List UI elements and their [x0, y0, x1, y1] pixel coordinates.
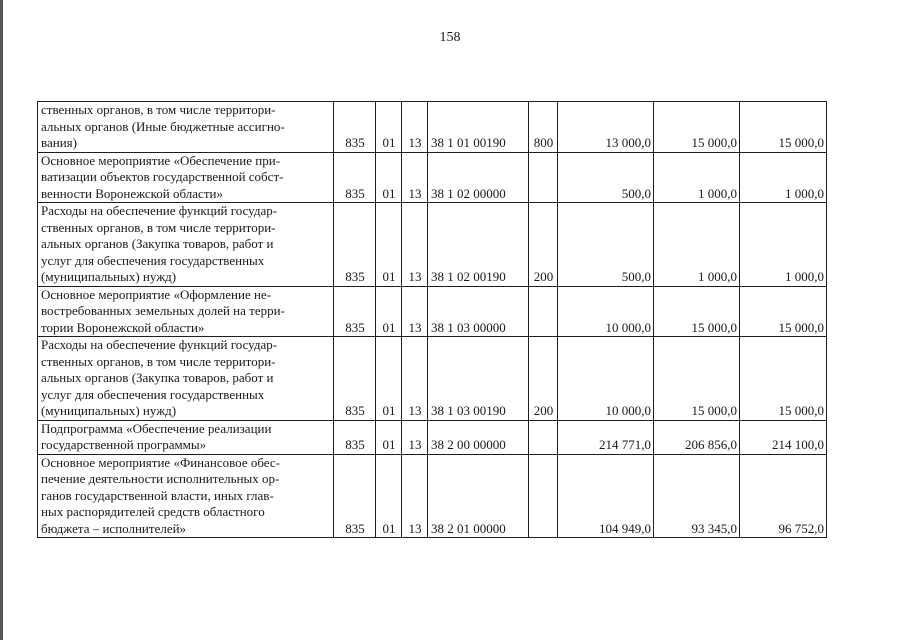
section-cell: 01 — [376, 152, 402, 203]
table-row — [38, 203, 827, 287]
expense-type-cell: 800 — [529, 102, 558, 153]
item-name-line: ственных органов, в том числе территори- — [41, 219, 276, 235]
item-name-line: (муниципальных) нужд) — [41, 269, 177, 284]
item-name-line: Основное мероприятие «Обеспечение при- — [41, 152, 281, 168]
ministry-code-cell: 835 — [334, 102, 376, 153]
ministry-code-cell: 835 — [334, 203, 376, 287]
ministry-code-cell: 835 — [334, 454, 376, 538]
item-name-line: Основное мероприятие «Финансовое обес- — [41, 454, 280, 470]
table-row — [38, 420, 827, 454]
subsection-cell: 13 — [402, 203, 428, 287]
item-name-line: вания) — [41, 135, 77, 150]
amount-year1-cell: 214 771,0 — [558, 420, 654, 454]
subsection-cell: 13 — [402, 337, 428, 421]
item-name-line: ватизации объектов государственной собст- — [41, 169, 284, 184]
amount-year3-cell: 15 000,0 — [740, 102, 827, 153]
amount-year1-cell: 500,0 — [558, 152, 654, 203]
item-name-line: услуг для обеспечения государственных — [41, 386, 265, 402]
item-name-line: ственных органов, в том числе территори- — [41, 102, 276, 117]
section-cell: 01 — [376, 337, 402, 421]
target-article-cell: 38 1 01 00190 — [428, 102, 529, 153]
target-article-cell: 38 1 02 00190 — [428, 203, 529, 287]
ministry-code-cell: 835 — [334, 286, 376, 337]
item-name-line: венности Воронежской области» — [41, 185, 223, 201]
subsection-cell: 13 — [402, 152, 428, 203]
expense-type-cell — [529, 420, 558, 454]
amount-year2-cell: 206 856,0 — [654, 420, 740, 454]
subsection-cell: 13 — [402, 454, 428, 538]
amount-year3-cell: 96 752,0 — [740, 454, 827, 538]
ministry-code-cell: 835 — [334, 152, 376, 203]
table-row — [38, 454, 827, 538]
item-name-cell — [38, 152, 334, 203]
section-cell: 01 — [376, 454, 402, 538]
amount-year2-cell: 1 000,0 — [654, 203, 740, 287]
subsection-cell: 13 — [402, 102, 428, 153]
amount-year3-cell: 1 000,0 — [740, 152, 827, 203]
expense-type-cell: 200 — [529, 203, 558, 287]
item-name-line: государственной программы» — [41, 437, 207, 452]
subsection-cell: 13 — [402, 420, 428, 454]
item-name-line: Расходы на обеспечение функций государ- — [41, 337, 278, 352]
budget-table-body — [38, 102, 827, 538]
item-name-line: Основное мероприятие «Оформление не- — [41, 286, 272, 302]
section-cell: 01 — [376, 286, 402, 337]
item-name-line: ганов государственной власти, иных глав- — [41, 487, 274, 503]
page-number: 158 — [439, 30, 461, 45]
expense-type-cell — [529, 454, 558, 538]
item-name-line: услуг для обеспечения государственных — [41, 252, 265, 268]
target-article-cell: 38 1 03 00190 — [428, 337, 529, 421]
item-name-line: ных распорядителей средств областного — [41, 504, 265, 519]
amount-year2-cell: 93 345,0 — [654, 454, 740, 538]
target-article-cell: 38 1 03 00000 — [428, 286, 529, 337]
section-cell: 01 — [376, 102, 402, 153]
ministry-code-cell: 835 — [334, 420, 376, 454]
subsection-cell: 13 — [402, 286, 428, 337]
expense-type-cell: 200 — [529, 337, 558, 421]
item-name-cell — [38, 102, 334, 153]
item-name-cell — [38, 203, 334, 287]
item-name-line: (муниципальных) нужд) — [41, 403, 177, 418]
expense-type-cell — [529, 152, 558, 203]
amount-year1-cell: 13 000,0 — [558, 102, 654, 153]
item-name-line: тории Воронежской области» — [41, 319, 205, 335]
table-row — [38, 337, 827, 421]
amount-year2-cell: 15 000,0 — [654, 337, 740, 421]
item-name-line: востребованных земельных долей на терри- — [41, 303, 285, 318]
item-name-cell — [38, 337, 334, 421]
amount-year2-cell: 15 000,0 — [654, 286, 740, 337]
item-name-line: Расходы на обеспечение функций государ- — [41, 203, 278, 218]
amount-year3-cell: 1 000,0 — [740, 203, 827, 287]
amount-year3-cell: 15 000,0 — [740, 286, 827, 337]
amount-year1-cell: 500,0 — [558, 203, 654, 287]
item-name-line: альных органов (Закупка товаров, работ и — [41, 236, 274, 251]
item-name-cell — [38, 286, 334, 337]
amount-year3-cell: 214 100,0 — [740, 420, 827, 454]
item-name-line: альных органов (Иные бюджетные ассигно- — [41, 118, 285, 134]
item-name-line: Подпрограмма «Обеспечение реализации — [41, 420, 272, 436]
amount-year1-cell: 10 000,0 — [558, 286, 654, 337]
item-name-cell — [38, 454, 334, 538]
table-row — [38, 286, 827, 337]
table-row — [38, 102, 827, 153]
target-article-cell: 38 2 00 00000 — [428, 420, 529, 454]
item-name-line: альных органов (Закупка товаров, работ и — [41, 370, 274, 385]
target-article-cell: 38 1 02 00000 — [428, 152, 529, 203]
item-name-line: ственных органов, в том числе территори- — [41, 353, 276, 369]
item-name-line: бюджета – исполнителей» — [41, 520, 187, 536]
page-left-edge — [0, 0, 3, 640]
budget-table — [37, 101, 827, 538]
amount-year2-cell: 1 000,0 — [654, 152, 740, 203]
amount-year2-cell: 15 000,0 — [654, 102, 740, 153]
amount-year1-cell: 10 000,0 — [558, 337, 654, 421]
ministry-code-cell: 835 — [334, 337, 376, 421]
section-cell: 01 — [376, 420, 402, 454]
amount-year3-cell: 15 000,0 — [740, 337, 827, 421]
item-name-line: печение деятельности исполнительных ор- — [41, 471, 280, 486]
amount-year1-cell: 104 949,0 — [558, 454, 654, 538]
target-article-cell: 38 2 01 00000 — [428, 454, 529, 538]
table-row — [38, 152, 827, 203]
section-cell: 01 — [376, 203, 402, 287]
item-name-cell — [38, 420, 334, 454]
expense-type-cell — [529, 286, 558, 337]
